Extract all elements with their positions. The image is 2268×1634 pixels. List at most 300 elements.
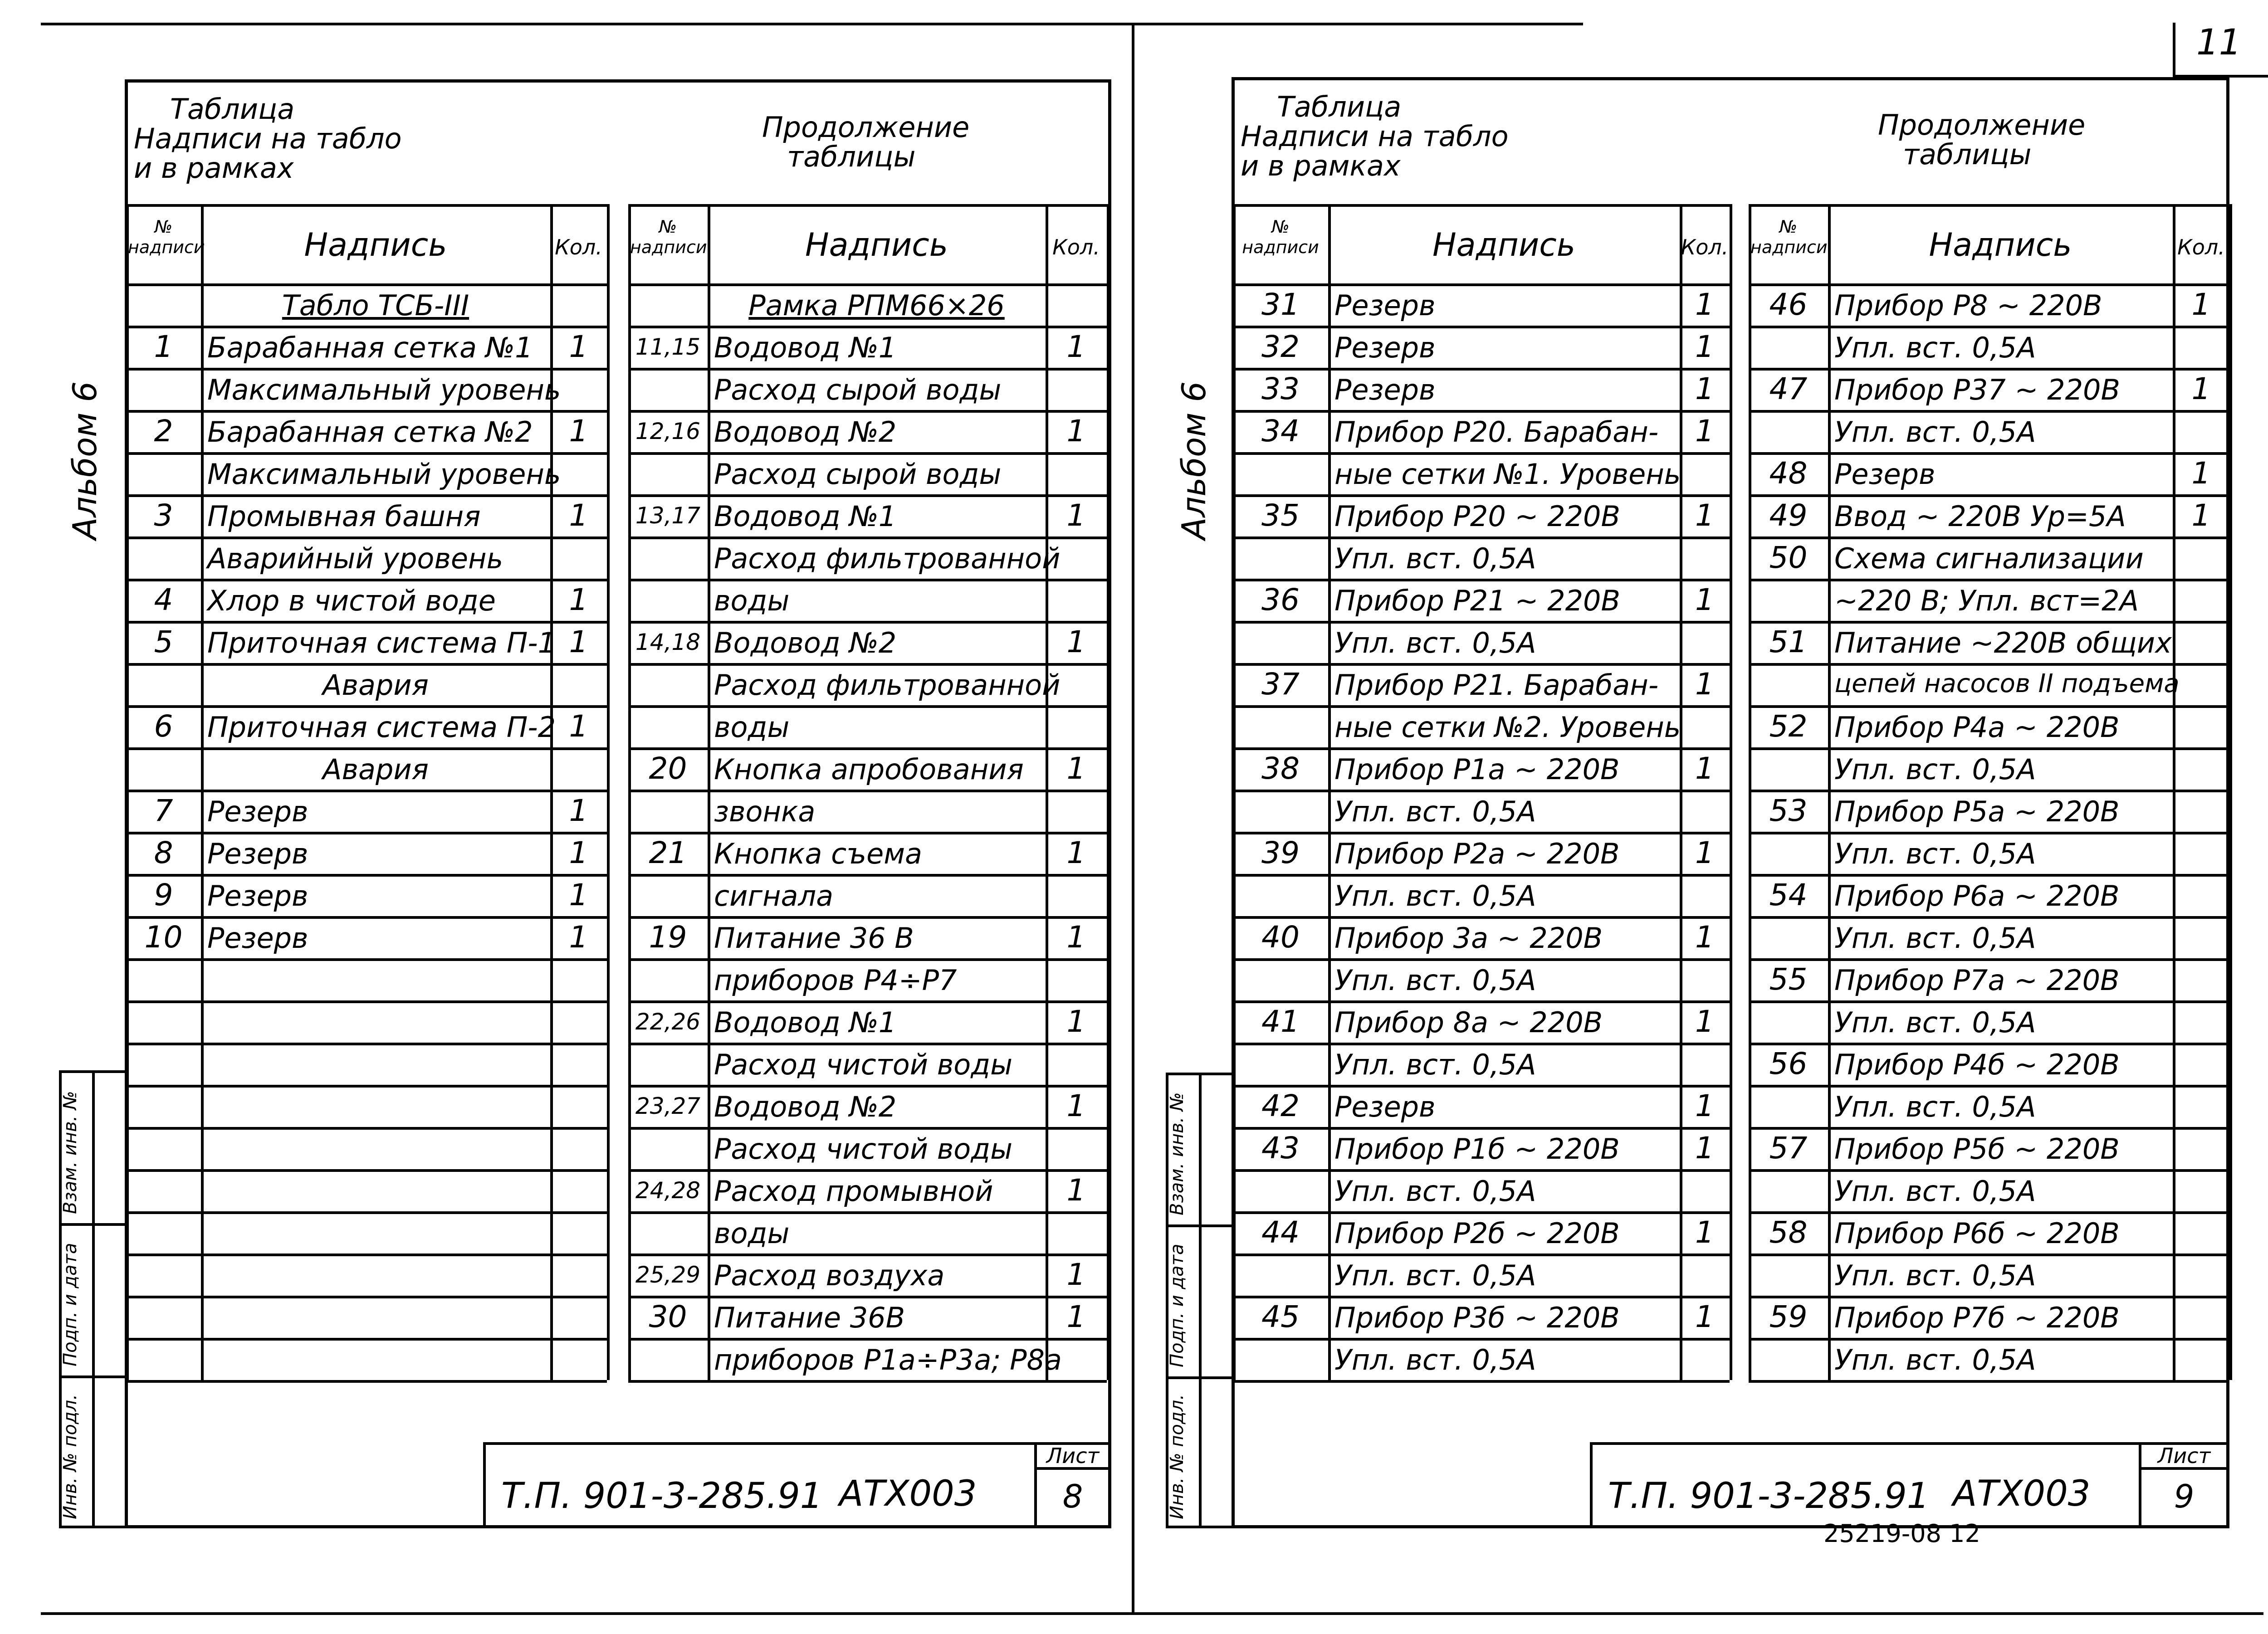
row-qty: 1 [569,498,588,533]
table1_rows [1233,1338,1730,1341]
table2_rows [628,747,1107,750]
row-text: Рамка РПМ66×26 [748,289,1005,322]
bottom-border [41,1612,2263,1615]
row-text: Прибор 8а ~ 220В [1334,1006,1603,1039]
row-qty: 1 [2191,498,2211,533]
table2_rows [2229,204,2232,1380]
row-text: цепей насосов II подъема [1834,669,2180,698]
row-qty: 1 [1066,1173,1086,1208]
table2_rows [628,1169,1107,1172]
table2_rows [1749,916,2229,919]
row-number: 44 [1261,1215,1300,1250]
row-number: 6 [154,709,173,744]
table1_rows [1233,958,1730,961]
table2_rows [1749,1127,2229,1130]
table1_rows [126,410,607,413]
row-text: Прибор Р1б ~ 220В [1334,1132,1620,1166]
row-number: 9 [154,878,173,912]
row-number: 34 [1261,414,1300,449]
stamp-label: Взам. инв. № [1167,1092,1188,1215]
row-text: Упл. вст. 0,5А [1834,1090,2036,1123]
stamp-column [1166,1224,1232,1227]
row-text: Водовод №1 [714,331,897,364]
row-qty: 1 [1066,414,1086,449]
row-text: приборов Р1а÷Р3а; Р8а [714,1343,1062,1376]
row-qty: 1 [569,835,588,870]
table1_rows [1233,832,1730,834]
column-header-qty: Кол. [1681,235,1729,259]
row-text: Максимальный уровень [207,458,561,491]
table1_rows [126,1380,607,1383]
row-text: Упл. вст. 0,5А [1834,922,2036,955]
stamp-label: Подп. и дата [1167,1244,1188,1367]
row-text: воды [714,1217,790,1250]
continuation-title: Продолжение [762,111,970,144]
column-header-qty: Кол. [555,235,602,259]
table2_rows [628,1296,1107,1298]
table1_rows [1233,747,1730,750]
table2_rows [628,663,1107,666]
row-qty: 1 [1066,624,1086,659]
table2_rows [1749,494,2229,497]
row-text: Авария [323,668,429,702]
sheet-number: 9 [2174,1478,2195,1515]
row-number: 19 [649,920,687,955]
row-qty: 1 [2191,456,2211,491]
row-text: Приточная система П-2 [207,711,556,744]
row-text: Промывная башня [207,500,481,533]
table-title-line: Надписи на табло [134,122,402,155]
row-number: 57 [1769,1131,1808,1166]
row-text: Упл. вст. 0,5А [1834,1343,2036,1376]
row-number: 13,17 [635,502,701,529]
table2_rows [1749,204,2229,207]
table1_rows [126,579,607,581]
page-number-rule [2173,23,2175,77]
table1_rows [1233,1085,1730,1088]
stamp-label: Инв. № подл. [1167,1394,1188,1519]
row-text: Упл. вст. 0,5А [1334,879,1536,912]
row-text: Упл. вст. 0,5А [1334,1343,1536,1376]
column-header-number: № [1779,217,1798,237]
table1_rows [126,663,607,666]
row-text: Хлор в чистой воде [207,584,496,617]
table1_rows [607,204,610,1380]
table1_rows [1233,1000,1730,1003]
row-text: Водовод №1 [714,1006,897,1039]
table1_rows [126,790,607,792]
table1_rows [126,1169,607,1172]
row-text: Водовод №2 [714,626,897,659]
row-number: 5 [154,624,173,659]
table2_rows [1749,368,2229,371]
table1_rows [126,1127,607,1130]
stamp-column [92,1070,95,1528]
row-qty: 1 [1695,1215,1714,1250]
table2_rows [628,1338,1107,1341]
row-text: Расход промывной [714,1175,993,1208]
table1_rows [126,1211,607,1214]
table1_rows [126,1254,607,1256]
table1_rows [126,705,607,708]
continuation-title: таблицы [787,140,916,173]
row-qty: 1 [1066,751,1086,786]
row-text: Упл. вст. 0,5А [1834,1006,2036,1039]
row-qty: 1 [569,709,588,744]
row-text: Расход чистой воды [714,1132,1013,1166]
row-number: 33 [1261,371,1300,406]
row-text: ные сетки №2. Уровень [1334,711,1681,744]
column-header-number: надписи [1242,237,1319,257]
album-label: Альбом 6 [66,381,104,540]
row-text: Упл. вст. 0,5А [1334,1175,1536,1208]
table2_rows [1749,832,2229,834]
row-text: сигнала [714,879,834,912]
row-text: Прибор Р20. Барабан- [1334,415,1659,449]
row-text: Авария [323,753,429,786]
archive-number: 25219-08 12 [1823,1519,1980,1548]
table2_rows [1749,537,2229,539]
row-qty: 1 [569,582,588,617]
row-qty: 1 [569,414,588,449]
row-number: 7 [154,793,173,828]
row-text: Питание 36 В [714,922,914,955]
table2_rows [1749,1000,2229,1003]
stamp-column [59,1223,125,1226]
row-text: Расход сырой воды [714,458,1002,491]
row-text: Резерв [1834,458,1936,491]
row-text: приборов Р4÷Р7 [714,964,957,997]
row-number: 42 [1261,1088,1300,1123]
table2_rows [1749,790,2229,792]
column-header-number: надписи [1750,237,1828,257]
row-text: Прибор Р6а ~ 220В [1834,879,2120,912]
row-text: Прибор Р5а ~ 220В [1834,795,2120,828]
row-qty: 1 [1695,1131,1714,1166]
document-code: Т.П. 901-3-285.91 [501,1476,823,1517]
sheet-number: 8 [1062,1478,1083,1515]
stamp-label: Инв. № подл. [60,1394,81,1519]
row-number: 14,18 [635,629,701,655]
table1_rows [1730,204,1732,1380]
table2_rows [628,958,1107,961]
sheet-label: Лист [1046,1444,1100,1468]
album-label: Альбом 6 [1175,381,1213,540]
table1_rows [126,621,607,624]
table1_rows [1233,494,1730,497]
row-number: 59 [1769,1299,1808,1334]
row-qty: 1 [1066,1299,1086,1334]
table2_rows [1749,663,2229,666]
row-qty: 1 [1695,920,1714,955]
table2_rows [628,204,1107,207]
row-text: Расход воздуха [714,1259,945,1292]
table2_rows [628,410,1107,413]
row-number: 31 [1261,287,1300,322]
row-text: Расход чистой воды [714,1048,1013,1081]
row-text: ные сетки №1. Уровень [1334,458,1681,491]
table2_rows [628,1043,1107,1045]
stamp-column [1199,1073,1202,1528]
stamp-label: Взам. инв. № [60,1091,81,1214]
table2_rows [1749,1296,2229,1298]
table-title-line: и в рамках [1241,149,1401,182]
row-text: воды [714,584,790,617]
table2_rows [628,1085,1107,1088]
title-block [1590,1442,2229,1445]
table2_rows [1749,326,2229,328]
table2_rows [628,283,1107,286]
row-qty: 1 [1695,1299,1714,1334]
table2_rows [1749,283,2229,286]
table1_rows [1233,663,1730,666]
table2_rows [628,916,1107,919]
table2_rows [628,494,1107,497]
row-number: 54 [1769,878,1808,912]
row-qty: 1 [1066,329,1086,364]
table1_rows [126,916,607,919]
table1_rows [126,747,607,750]
row-number: 2 [154,414,173,449]
row-text: Упл. вст. 0,5А [1834,415,2036,449]
row-qty: 1 [1695,414,1714,449]
row-qty: 1 [1695,371,1714,406]
row-qty: 1 [1695,287,1714,322]
table1_rows [1233,452,1730,455]
column-header-number: надписи [128,237,205,257]
row-qty: 1 [1066,1257,1086,1292]
table1_rows [126,537,607,539]
row-number: 1 [154,329,173,364]
table1_rows [126,283,607,286]
row-text: Табло ТСБ-III [282,289,469,322]
table1_rows [1233,621,1730,624]
row-text: Упл. вст. 0,5А [1334,542,1536,575]
row-text: Прибор Р21. Барабан- [1334,668,1659,702]
table2_rows [1749,1085,2229,1088]
table2_rows [628,537,1107,539]
row-text: Прибор Р2б ~ 220В [1334,1217,1620,1250]
row-number: 41 [1261,1004,1300,1039]
row-number: 3 [154,498,173,533]
table1_rows [1233,916,1730,919]
table2_rows [1749,452,2229,455]
row-text: Резерв [207,795,308,828]
row-number: 39 [1261,835,1300,870]
column-header-number: № [1271,217,1290,237]
table1_rows [126,1296,607,1298]
table2_rows [1749,747,2229,750]
row-text: Прибор Р7а ~ 220В [1834,964,2120,997]
stamp-column [1166,1376,1232,1379]
table1_rows [1233,283,1730,286]
row-text: Упл. вст. 0,5А [1334,1259,1536,1292]
document-code: Т.П. 901-3-285.91 [1608,1476,1930,1517]
row-number: 43 [1261,1131,1300,1166]
row-number: 12,16 [635,418,701,444]
row-text: Резерв [1334,373,1436,406]
table2_rows [1749,705,2229,708]
page-divider [1132,23,1134,1614]
column-header-number: № [154,217,173,237]
table-title-line: Таблица [1277,90,1402,123]
row-text: Упл. вст. 0,5А [1834,331,2036,364]
row-text: Прибор Р1а ~ 220В [1334,753,1620,786]
row-text: Упл. вст. 0,5А [1834,837,2036,870]
row-text: Резерв [207,837,308,870]
table-title-line: и в рамках [134,151,294,185]
row-text: Питание 36В [714,1301,905,1334]
document-mark: АТХ003 [839,1473,977,1514]
row-qty: 1 [1066,1088,1086,1123]
table2_rows [628,1211,1107,1214]
title-block [483,1442,486,1528]
column-header-text: Надпись [1929,226,2072,263]
row-number: 22,26 [635,1009,701,1035]
row-number: 23,27 [635,1093,701,1119]
top-border [41,23,1583,25]
row-number: 52 [1769,709,1808,744]
row-number: 24,28 [635,1177,701,1204]
row-qty: 1 [1066,835,1086,870]
column-header-text: Надпись [805,226,948,263]
row-text: ~220 В; Упл. вст=2А [1834,584,2139,617]
row-number: 46 [1769,287,1808,322]
row-text: Прибор Р21 ~ 220В [1334,584,1621,617]
table1_rows [126,368,607,371]
row-qty: 1 [1695,835,1714,870]
table2_rows [1749,1380,2229,1383]
table2_rows [1749,1169,2229,1172]
table2_rows [628,1127,1107,1130]
row-text: Упл. вст. 0,5А [1834,1259,2036,1292]
row-number: 35 [1261,498,1300,533]
row-text: Резерв [207,922,308,955]
row-text: Резерв [1334,1090,1436,1123]
table2_rows [628,1380,1107,1383]
table2_rows [628,705,1107,708]
table1_rows [126,958,607,961]
table2_rows [628,832,1107,834]
table2_rows [1107,204,1110,1380]
row-text: Прибор Р7б ~ 220В [1834,1301,2120,1334]
row-qty: 1 [569,920,588,955]
row-text: Расход сырой воды [714,373,1002,406]
row-qty: 1 [1066,1004,1086,1039]
column-header-number: надписи [630,237,707,257]
row-text: Упл. вст. 0,5А [1834,753,2036,786]
continuation-title: Продолжение [1878,108,2086,141]
table2_rows [628,1254,1107,1256]
table2_rows [628,874,1107,877]
row-text: Максимальный уровень [207,373,561,406]
table1_rows [1233,705,1730,708]
title-block [1590,1442,1593,1528]
row-qty: 1 [1066,920,1086,955]
row-text: Расход фильтрованной [714,542,1061,575]
title-block [483,1442,1111,1445]
row-qty: 1 [569,329,588,364]
row-number: 56 [1769,1046,1808,1081]
table1_rows [1233,1127,1730,1130]
row-number: 30 [649,1299,687,1334]
table1_rows [1233,368,1730,371]
table2_rows [1749,410,2229,413]
row-text: Ввод ~ 220В Ур=5А [1834,500,2126,533]
row-text: Упл. вст. 0,5А [1334,1048,1536,1081]
table1_rows [126,204,607,207]
row-text: Прибор Р37 ~ 220В [1834,373,2121,406]
row-number: 40 [1261,920,1300,955]
row-text: Упл. вст. 0,5А [1334,626,1536,659]
row-qty: 1 [1695,1004,1714,1039]
row-text: Прибор Р5б ~ 220В [1834,1132,2120,1166]
table1_rows [1233,790,1730,792]
table1_rows [1233,1254,1730,1256]
row-text: Расход фильтрованной [714,668,1061,702]
row-number: 32 [1261,329,1300,364]
table1_rows [126,1043,607,1045]
table1_rows [126,494,607,497]
row-text: Прибор Р2а ~ 220В [1334,837,1620,870]
row-text: Резерв [1334,289,1436,322]
table1_rows [126,832,607,834]
row-number: 49 [1769,498,1808,533]
table2_rows [1749,874,2229,877]
table2_rows [1749,1043,2229,1045]
row-number: 48 [1769,456,1808,491]
table1_rows [126,452,607,455]
row-qty: 1 [1695,582,1714,617]
table2_rows [628,368,1107,371]
row-number: 20 [649,751,687,786]
table1_rows [1233,1211,1730,1214]
stamp-column [59,1375,125,1378]
row-text: Аварийный уровень [207,542,503,575]
row-number: 37 [1261,667,1300,702]
row-text: Прибор 3а ~ 220В [1334,922,1603,955]
table1_rows [1233,579,1730,581]
table1_rows [1233,874,1730,877]
table1_rows [1233,1043,1730,1045]
row-qty: 1 [1695,751,1714,786]
table2_rows [628,1000,1107,1003]
table1_rows [1233,1380,1730,1383]
row-number: 25,29 [635,1262,701,1288]
table2_rows [1749,621,2229,624]
table1_rows [1233,204,1730,207]
table1_rows [1233,1296,1730,1298]
row-qty: 1 [569,793,588,828]
row-qty: 1 [1695,1088,1714,1123]
row-text: Упл. вст. 0,5А [1834,1175,2036,1208]
table-title-line: Надписи на табло [1241,120,1509,153]
row-qty: 1 [1066,498,1086,533]
row-text: Водовод №2 [714,415,897,449]
row-text: Резерв [207,879,308,912]
row-text: Упл. вст. 0,5А [1334,795,1536,828]
stamp-label: Подп. и дата [60,1243,81,1367]
table2_rows [628,621,1107,624]
row-text: Прибор Р20 ~ 220В [1334,500,1621,533]
sheet-label: Лист [2157,1444,2211,1468]
row-text: Прибор Р4а ~ 220В [1834,711,2120,744]
row-qty: 1 [2191,287,2211,322]
table1_rows [1233,326,1730,328]
table2_rows [1749,1211,2229,1214]
table2_rows [1749,1338,2229,1341]
table1_rows [126,326,607,328]
